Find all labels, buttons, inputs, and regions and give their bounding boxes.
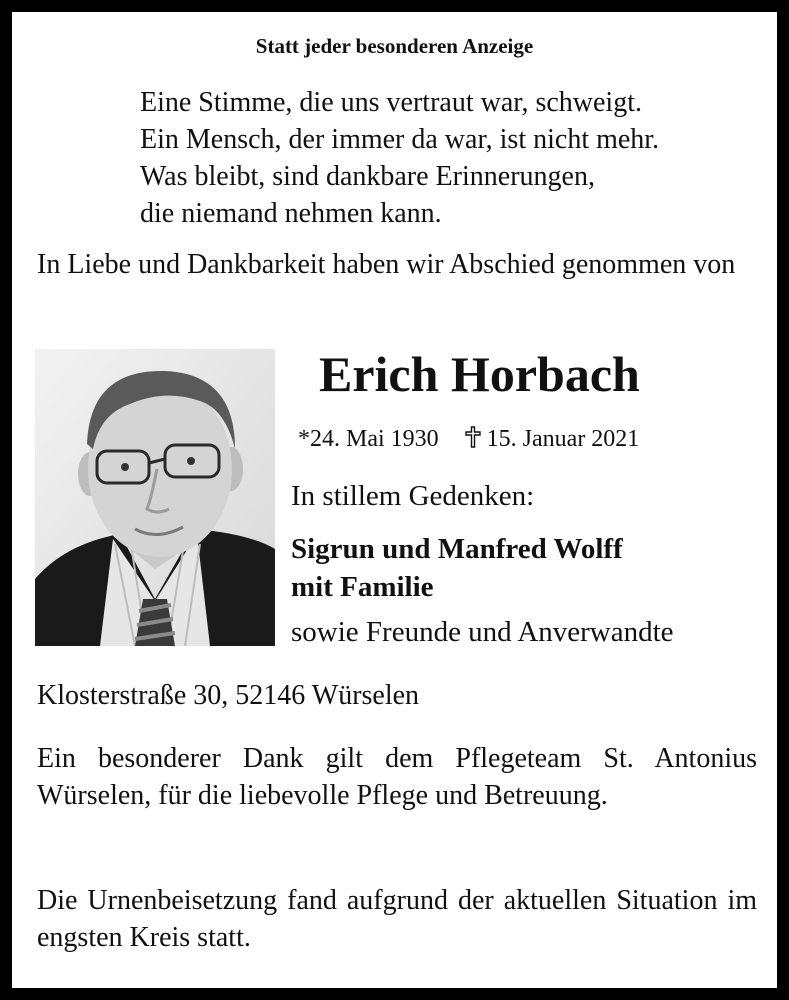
death-date: 15. Januar 2021 [486,426,640,452]
friends-line: sowie Freunde und Anverwandte [291,616,674,648]
mourners-line: mit Familie [291,571,434,603]
intro-text: In Liebe und Dankbarkeit haben wir Abschied genommen von [37,249,736,280]
birth-date: *24. Mai 1930 [298,426,439,452]
mourners-line: Sigrun und Manfred Wolff [291,533,623,565]
poem-line: die niemand nehmen kann. [140,198,442,229]
portrait-photo [35,349,275,646]
notice-header: Statt jeder besonderen Anzeige [255,34,534,58]
burial-text: Die Urnenbeisetzung fand aufgrund der aktuellen Situation im engsten Kreis statt. [37,885,757,953]
portrait-illustration [35,349,275,646]
memory-line: In stillem Gedenken: [291,480,535,512]
poem-line: Ein Mensch, der immer da war, ist nicht mehr. [140,124,660,155]
poem-line: Eine Stimme, die uns vertraut war, schweigt. [140,87,642,118]
poem-line: Was bleibt, sind dankbare Erinnerungen, [140,161,595,192]
life-dates [298,426,639,455]
deceased-name: Erich Horbach [319,346,640,402]
thanks-text: Ein besonderer Dank gilt dem Pflegeteam St. Antonius Würselen, für die liebevolle Pflege und Betreuung. [37,743,757,811]
mourners [291,530,623,606]
address: Klosterstraße 30, 52146 Würselen [37,680,420,711]
cross-icon [465,426,481,455]
poem [140,84,659,232]
